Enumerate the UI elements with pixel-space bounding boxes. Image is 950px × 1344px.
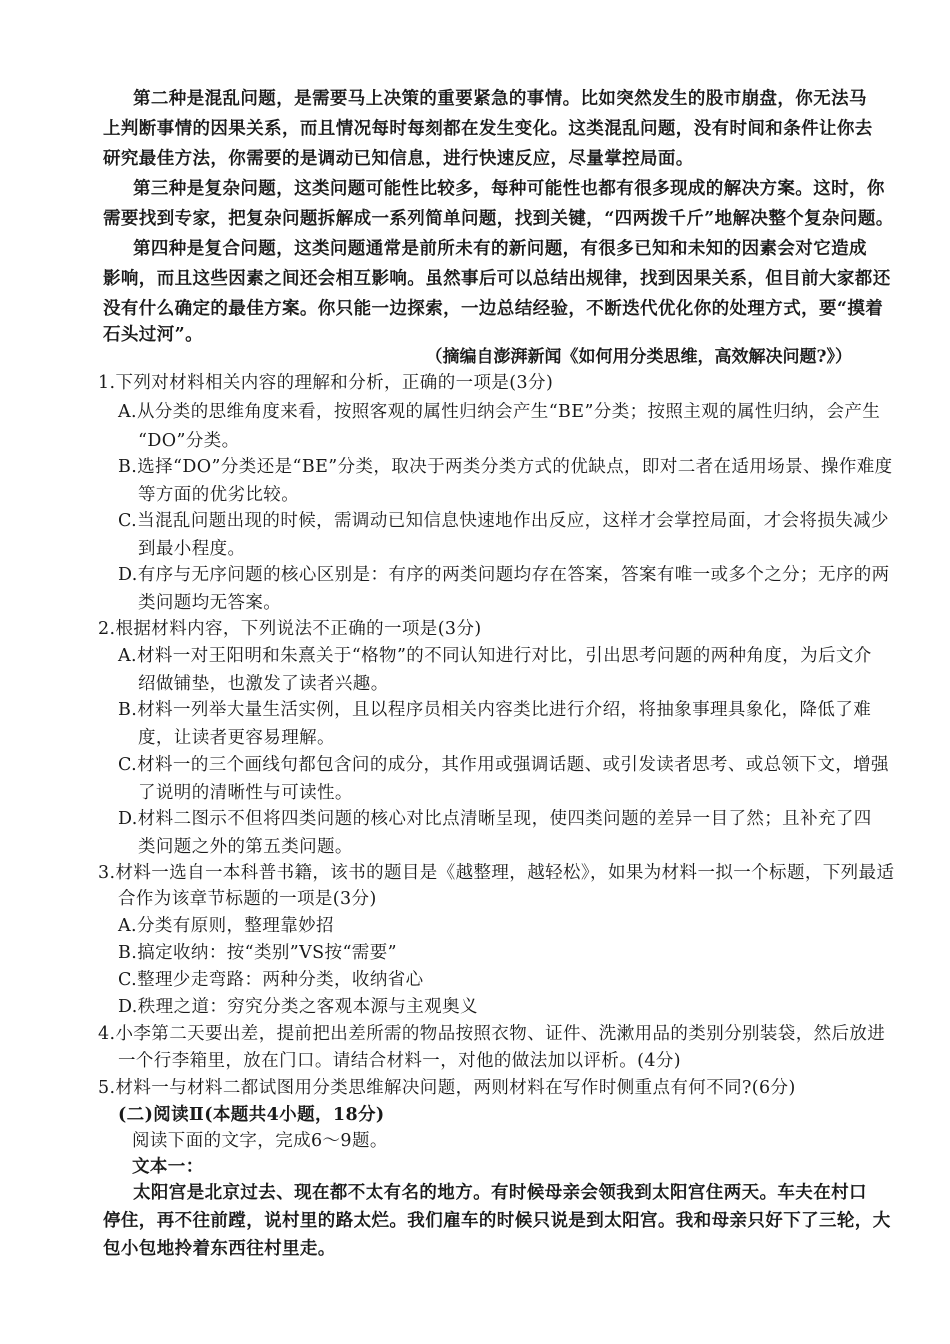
q2-option-d-line-1: D.材料二图示不但将四类问题的核心对比点清晰呈现，使四类问题的差异一目了然；且补充了四 (118, 809, 872, 829)
text-one-line-3: 包小包地拎着东西往村里走。 (103, 1239, 336, 1259)
para-4-line-1: 第四种是复合问题，这类问题通常是前所未有的新问题，有很多已知和未知的因素会对它造成 (133, 239, 867, 259)
q1-option-c-line-1: C.当混乱问题出现的时候，需调动已知信息快速地作出反应，这样才会掌控局面，才会将损失减少 (118, 511, 889, 531)
section-2-instruction: 阅读下面的文字，完成6～9题。 (132, 1131, 388, 1151)
q2-option-c-line-1: C.材料一的三个画线句都包含问的成分，其作用或强调话题、或引发读者思考、或总领下文，增强 (118, 755, 889, 775)
q2-option-a-line-2: 绍做铺垫，也激发了读者兴趣。 (138, 674, 389, 694)
para-3-line-2: 需要找到专家，把复杂问题拆解成一系列简单问题，找到关键，“四两拨千斤”地解决整个复杂问题。 (103, 209, 894, 229)
q3-option-b: B.搞定收纳：按“类别”VS按“需要” (118, 943, 397, 963)
q1-option-d-line-1: D.有序与无序问题的核心区别是：有序的两类问题均存在答案，答案有唯一或多个之分；无序的两 (118, 565, 890, 585)
q2-option-c-line-2: 了说明的清晰性与可读性。 (138, 783, 353, 803)
q1-option-a-line-2: “DO”分类。 (138, 431, 240, 451)
q1-option-b-line-2: 等方面的优劣比较。 (138, 485, 300, 505)
q3-stem-line-2: 合作为该章节标题的一项是(3分) (118, 889, 377, 909)
q3-option-d: D.秩理之道：穷究分类之客观本源与主观奥义 (118, 997, 478, 1017)
q2-option-d-line-2: 类问题之外的第五类问题。 (138, 837, 353, 857)
para-2-line-3: 研究最佳方法，你需要的是调动已知信息，进行快速反应，尽量掌控局面。 (103, 149, 694, 169)
q4-line-2: 一个行李箱里，放在门口。请结合材料一，对他的做法加以评析。(4分) (118, 1051, 681, 1071)
q1-stem: 1.下列对材料相关内容的理解和分析，正确的一项是(3分) (98, 373, 554, 393)
para-3-line-1: 第三种是复杂问题，这类问题可能性比较多，每种可能性也都有很多现成的解决方案。这时，你 (133, 179, 885, 199)
q3-option-a: A.分类有原则，整理靠妙招 (118, 916, 334, 936)
q3-option-c: C.整理少走弯路：两种分类，收纳省心 (118, 970, 424, 990)
q2-stem: 2.根据材料内容，下列说法不正确的一项是(3分) (98, 619, 482, 639)
q1-option-d-line-2: 类问题均无答案。 (138, 593, 282, 613)
section-2-heading: (二)阅读Ⅱ(本题共4小题，18分) (118, 1105, 385, 1125)
q4-line-1: 4.小李第二天要出差，提前把出差所需的物品按照衣物、证件、洗漱用品的类别分别装袋，然后放进 (98, 1024, 886, 1044)
para-4-line-3: 没有什么确定的最佳方案。你只能一边探索，一边总结经验，不断迭代优化你的处理方式，要“摸着 (103, 299, 884, 319)
q1-option-a-line-1: A.从分类的思维角度来看，按照客观的属性归纳会产生“BE”分类；按照主观的属性归纳，会产生 (118, 402, 881, 422)
source-citation: （摘编自澎湃新闻《如何用分类思维，高效解决问题?》） (425, 347, 852, 367)
text-one-line-2: 停住，再不往前蹚，说村里的路太烂。我们雇车的时候只说是到太阳宫。我和母亲只好下了三轮，大 (103, 1211, 891, 1231)
text-one-label: 文本一： (132, 1157, 204, 1177)
q2-option-b-line-1: B.材料一列举大量生活实例，且以程序员相关内容类比进行介绍，将抽象事理具象化，降低了难 (118, 700, 872, 720)
text-one-line-1: 太阳宫是北京过去、现在都不太有名的地方。有时候母亲会领我到太阳宫住两天。车夫在村口 (133, 1183, 867, 1203)
para-4-line-2: 影响，而且这些因素之间还会相互影响。虽然事后可以总结出规律，找到因果关系，但目前大家都还 (103, 269, 891, 289)
q2-option-b-line-2: 度，让读者更容易理解。 (138, 728, 335, 748)
q1-option-b-line-1: B.选择“DO”分类还是“BE”分类，取决于两类分类方式的优缺点，即对二者在适用场景、操作难度 (118, 457, 893, 477)
q5-stem: 5.材料一与材料二都试图用分类思维解决问题，两则材料在写作时侧重点有何不同?(6分) (98, 1078, 796, 1098)
q2-option-a-line-1: A.材料一对王阳明和朱熹关于“格物”的不同认知进行对比，引出思考问题的两种角度，为后文介 (118, 646, 872, 666)
para-2-line-2: 上判断事情的因果关系，而且情况每时每刻都在发生变化。这类混乱问题，没有时间和条件让你去 (103, 119, 873, 139)
q1-option-c-line-2: 到最小程度。 (138, 539, 246, 559)
para-4-line-4: 石头过河”。 (103, 325, 203, 345)
para-2-line-1: 第二种是混乱问题，是需要马上决策的重要紧急的事情。比如突然发生的股市崩盘，你无法马 (133, 89, 867, 109)
q3-stem-line-1: 3.材料一选自一本科普书籍，该书的题目是《越整理，越轻松》，如果为材料一拟一个标题，下列最适 (98, 863, 895, 883)
